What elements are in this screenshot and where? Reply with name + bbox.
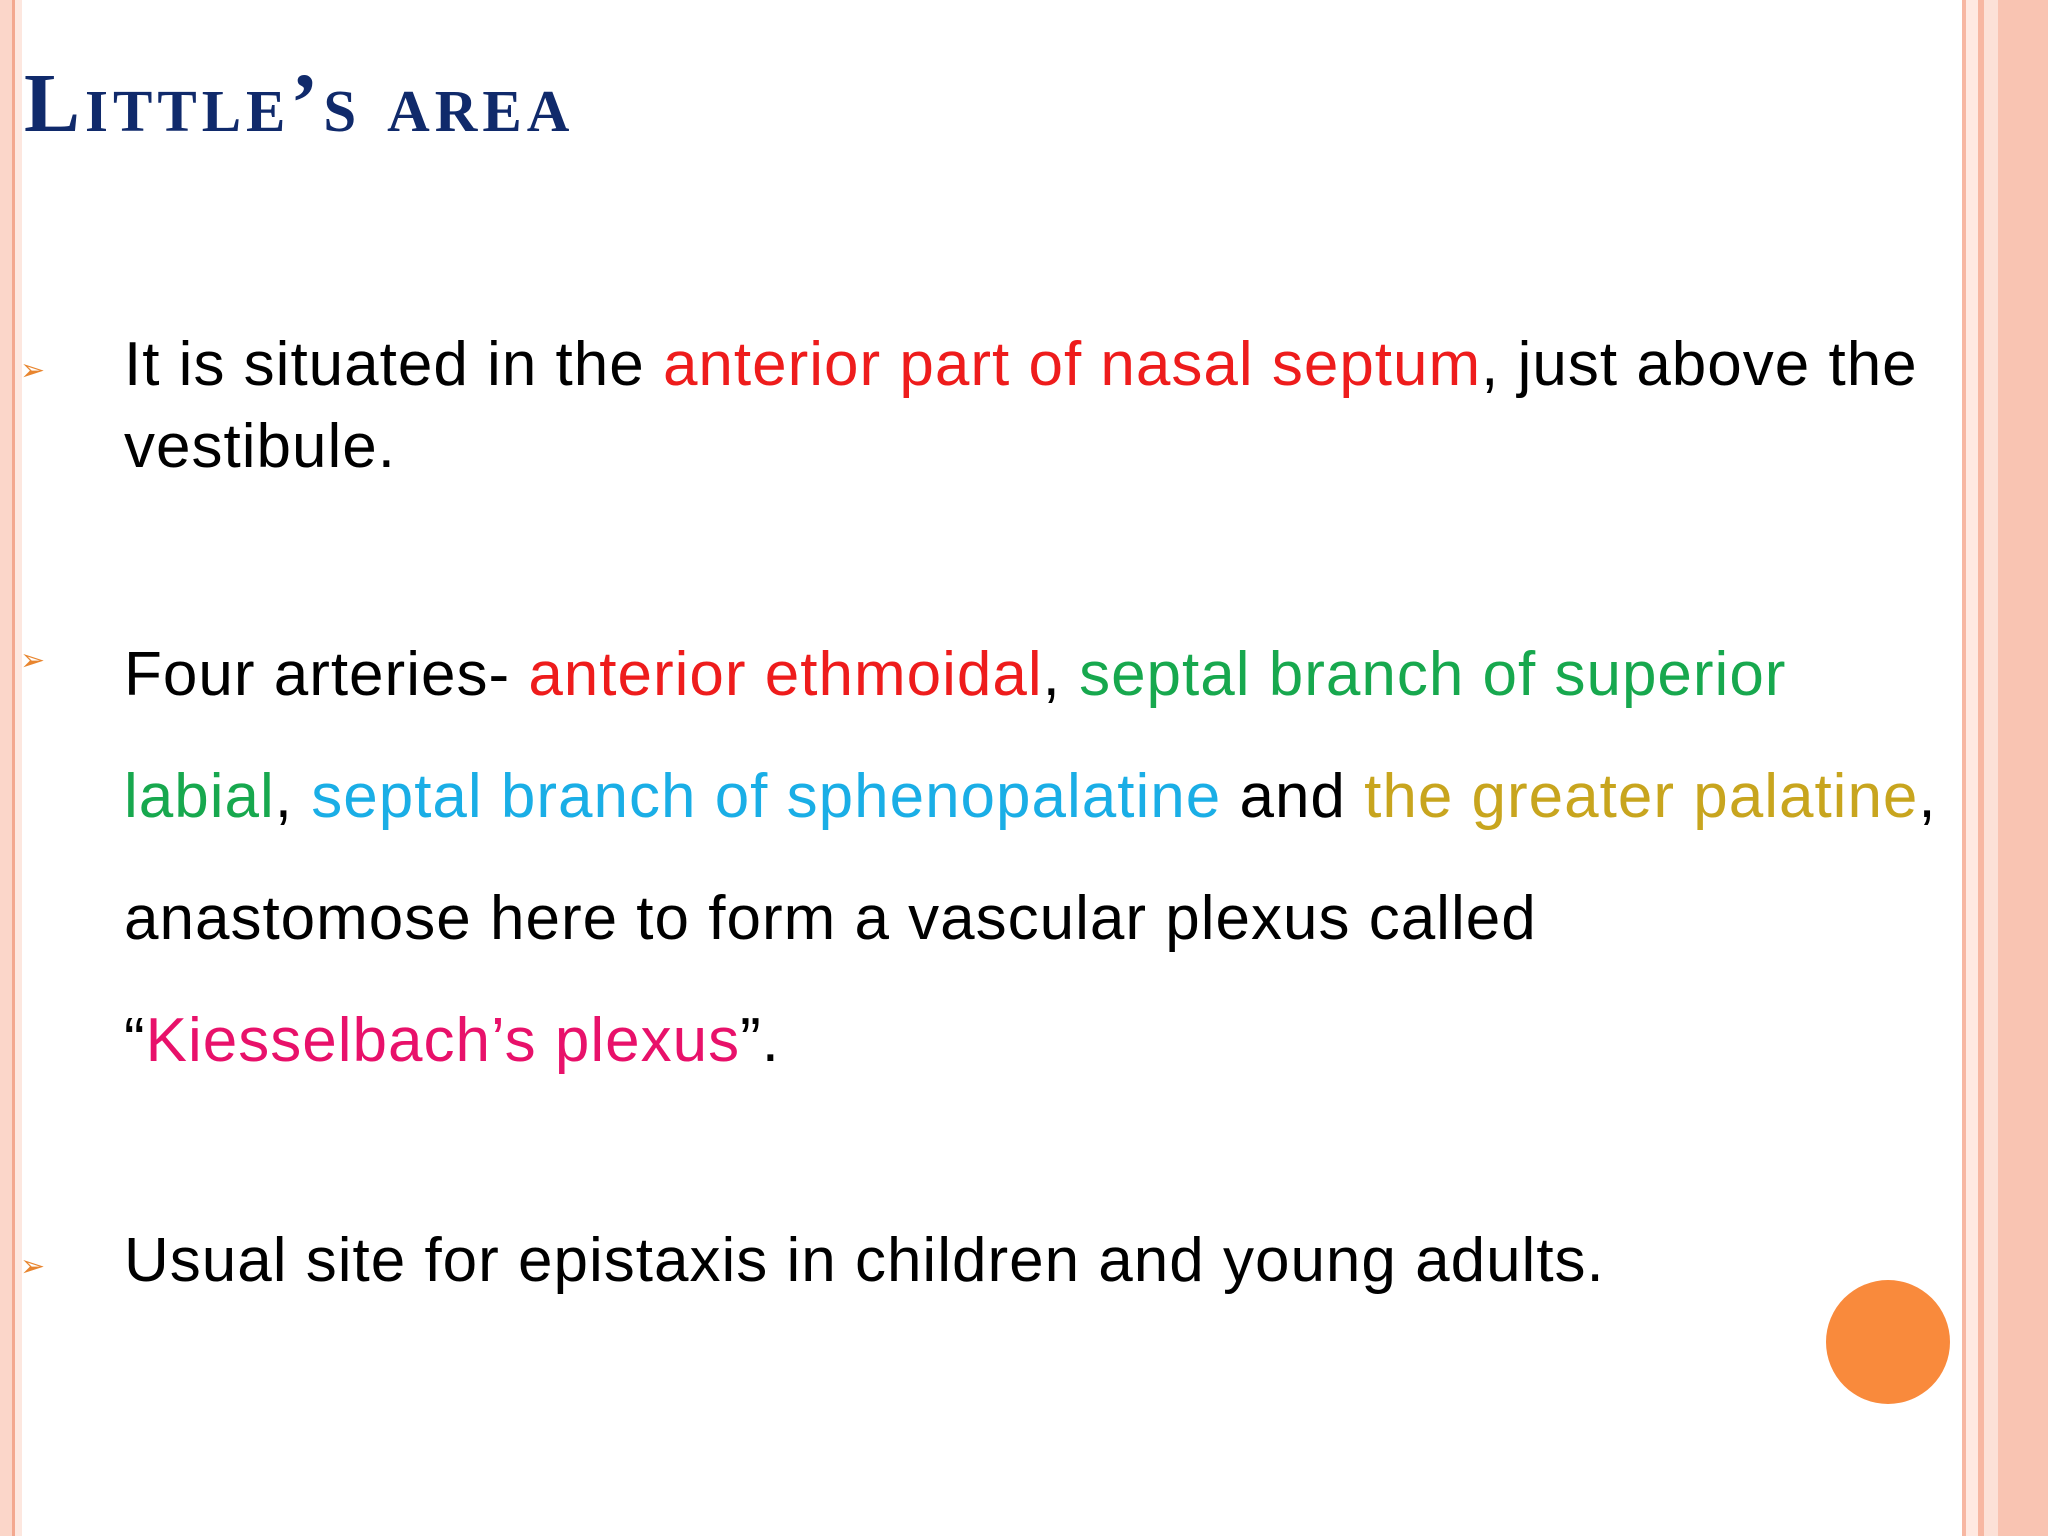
bullet-epistaxis: Usual site for epistaxis in children and young adults. [124,1226,1605,1295]
artery-sphenopalatine: septal branch of sphenopalatine [311,762,1222,831]
artery-separator: , [1042,640,1080,709]
bullet-location-tail: , just above the vestibule. [124,330,1918,481]
bullet-arteries-intro: Four arteries- [124,640,529,709]
bullet-location-intro: It is situated in the [124,330,663,399]
highlight-anterior-septum: anterior part of nasal septum [662,330,1482,399]
slide-right-border [1962,0,2048,1536]
bullet-arrow-icon: ➢ [20,354,46,387]
artery-separator: and [1221,762,1365,831]
bullet-arteries-middle: , anastomose here to form a vascular plexus called “ [124,762,1937,1075]
kiesselbach-plexus: Kiesselbach’s plexus [145,1006,741,1075]
artery-superior-labial: septal branch of superior labial [124,640,1787,831]
slide-left-border [0,0,22,1536]
artery-anterior-ethmoidal: anterior ethmoidal [528,640,1043,709]
bullet-location [124,324,1964,488]
bullet-arrow-icon: ➢ [20,1250,46,1283]
bullet-arrow-icon: ➢ [20,644,46,677]
artery-greater-palatine: the greater palatine [1364,762,1919,831]
bullet-arteries [124,614,1964,1102]
slide-title: Little’s area [24,57,575,150]
bullet-arteries-end: ”. [740,1006,780,1075]
decorative-circle [1826,1280,1950,1404]
artery-separator: , [274,762,312,831]
